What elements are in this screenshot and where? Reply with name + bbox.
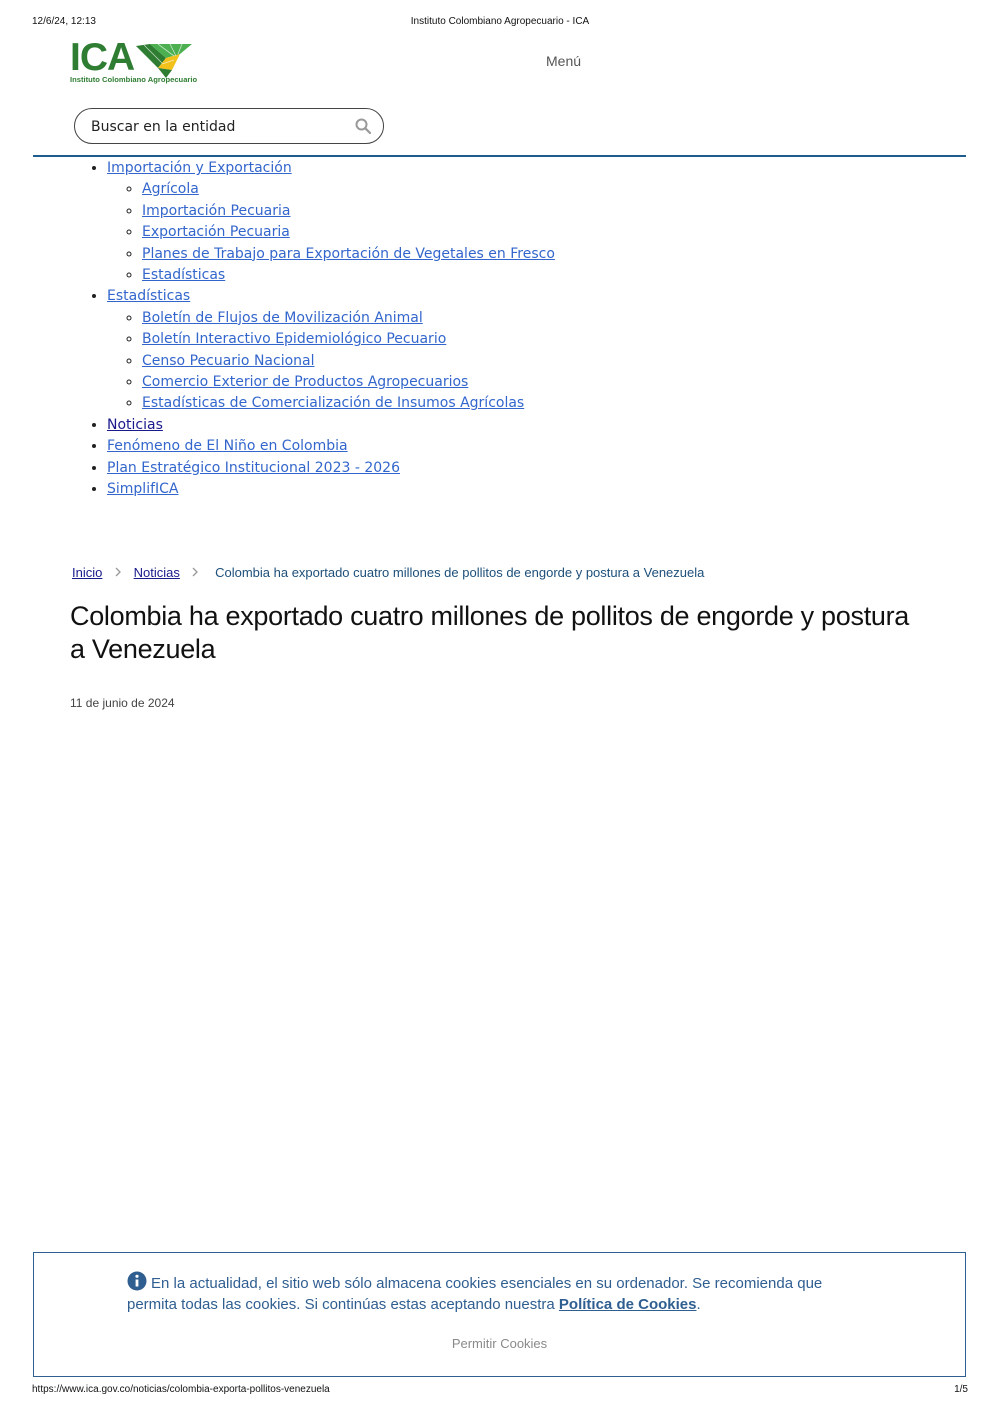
nav-item-fenomeno-nino <box>107 436 772 457</box>
cookie-message <box>127 1271 857 1315</box>
nav-subitem <box>142 244 772 265</box>
nav-item-plan-estrategico <box>107 458 772 479</box>
search-box <box>74 108 384 144</box>
ica-logo[interactable] <box>70 36 198 88</box>
breadcrumb-current: Colombia ha exportado cuatro millones de pollitos de engorde y postura a Venezuela <box>215 565 705 580</box>
logo-wordmark: ICA <box>70 36 135 79</box>
nav-item-noticias <box>107 415 772 436</box>
nav-link-noticias[interactable]: Noticias <box>107 416 163 433</box>
nav-subitem <box>142 329 772 350</box>
page-title: Colombia ha exportado cuatro millones de pollitos de engorde y postura a Venezuela <box>70 601 910 664</box>
print-url: https://www.ica.gov.co/noticias/colombia-exporta-pollitos-venezuela <box>32 1384 330 1395</box>
nav-item-importacion-exportacion <box>107 158 772 286</box>
nav-link-comercio-exterior[interactable]: Comercio Exterior de Productos Agropecuarios <box>142 374 469 391</box>
nav-link-plan-estrategico[interactable]: Plan Estratégico Institucional 2023 - 2026 <box>107 459 400 476</box>
nav-link-estadisticas[interactable]: Estadísticas <box>107 288 191 305</box>
nav-link-importacion-exportacion[interactable]: Importación y Exportación <box>107 160 292 176</box>
nav-item-simplifica <box>107 479 772 500</box>
nav-subitem <box>142 372 772 393</box>
logo-subtitle: Instituto Colombiano Agropecuario <box>70 75 198 84</box>
nav-item-estadisticas <box>107 286 772 414</box>
nav-link-importacion-pecuaria[interactable]: Importación Pecuaria <box>142 202 291 219</box>
nav-link-boletin-flujos[interactable]: Boletín de Flujos de Movilización Animal <box>142 309 423 326</box>
info-circle-icon <box>127 1271 147 1291</box>
allow-cookies-button[interactable]: Permitir Cookies <box>34 1335 965 1352</box>
nav-link-boletin-epidemiologico[interactable]: Boletín Interactivo Epidemiológico Pecuario <box>142 331 447 348</box>
article-date: 11 de junio de 2024 <box>70 696 175 710</box>
nav-subitem <box>142 308 772 329</box>
nav-link-insumos-agricolas[interactable]: Estadísticas de Comercialización de Insumos Agrícolas <box>142 395 525 412</box>
cookie-message-text: En la actualidad, el sitio web sólo almacena cookies esenciales en su ordenador. Se recomienda que permita todas las cookies. Si continúas estas aceptando nuestra <box>127 1275 823 1313</box>
nav-subitem <box>142 351 772 372</box>
search-icon[interactable] <box>355 118 371 134</box>
breadcrumb-section-link[interactable]: Noticias <box>133 565 180 580</box>
print-footer <box>0 1384 1000 1398</box>
header-divider <box>33 155 966 157</box>
print-datetime: 12/6/24, 12:13 <box>32 16 96 27</box>
logo-emblem-icon <box>136 44 192 78</box>
print-page-number: 1/5 <box>954 1384 968 1395</box>
nav-subitem <box>142 201 772 222</box>
nav-link-agricola[interactable]: Agrícola <box>142 181 199 198</box>
nav-subitem <box>142 393 772 414</box>
nav-subitem <box>142 265 772 286</box>
cookie-policy-link[interactable]: Política de Cookies <box>558 1296 697 1313</box>
nav-link-censo-pecuario[interactable]: Censo Pecuario Nacional <box>142 352 315 369</box>
print-header <box>0 16 1000 30</box>
nav-link-fenomeno-nino[interactable]: Fenómeno de El Niño en Colombia <box>107 438 348 455</box>
breadcrumb-home-link[interactable]: Inicio <box>72 565 103 580</box>
chevron-right-icon <box>191 567 199 577</box>
nav-link-estadisticas-comercio[interactable]: Estadísticas <box>142 267 226 284</box>
breadcrumb <box>72 565 952 580</box>
cookie-message-end: . <box>696 1296 701 1313</box>
search-input[interactable] <box>89 116 343 138</box>
main-navigation <box>72 158 772 501</box>
nav-subitem <box>142 222 772 243</box>
nav-link-planes-trabajo[interactable]: Planes de Trabajo para Exportación de Vegetales en Fresco <box>142 245 555 262</box>
print-doc-title: Instituto Colombiano Agropecuario - ICA <box>410 16 590 27</box>
nav-link-simplifica[interactable]: SimplifICA <box>107 481 179 498</box>
nav-link-exportacion-pecuaria[interactable]: Exportación Pecuaria <box>142 224 290 241</box>
cookie-banner <box>33 1252 966 1377</box>
chevron-right-icon <box>114 567 122 577</box>
nav-subitem <box>142 179 772 200</box>
menu-button[interactable]: Menú <box>546 53 582 69</box>
